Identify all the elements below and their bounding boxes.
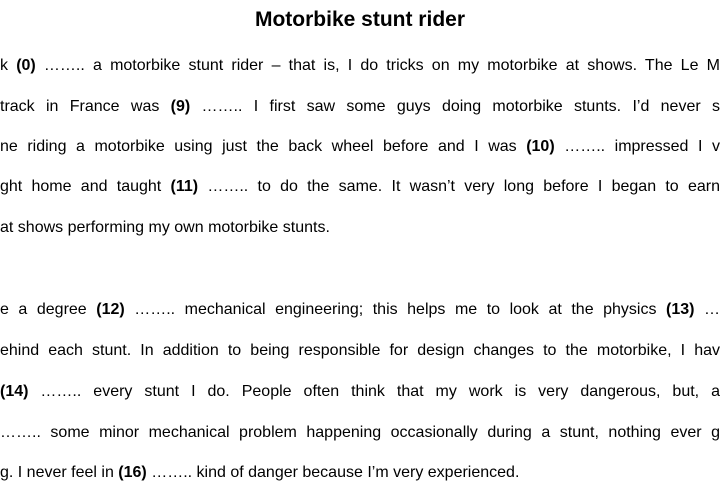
line-text: ne riding a motorbike using just the back wheel before and I was xyxy=(0,138,527,155)
text-line-1 xyxy=(0,56,720,76)
line-text: track in France was xyxy=(0,98,171,115)
document-title: Motorbike stunt rider xyxy=(254,8,465,31)
line-text: …….. mechanical engineering; this helps me to look at the physics (13) … xyxy=(124,301,720,318)
line-text: …….. to do the same. It wasn’t very long before I began to earn xyxy=(198,178,720,195)
line-text: at shows performing my own motorbike stunts. xyxy=(0,219,330,236)
line-text: …….. every stunt I do. People often think that my work is very dangerous, but, a xyxy=(28,383,720,400)
text-line-8 xyxy=(0,382,720,402)
gap-number: (12) xyxy=(96,301,125,318)
line-text: …….. some minor mechanical problem happening occasionally during a stunt, nothing ever g xyxy=(0,424,720,441)
text-line-5 xyxy=(0,218,720,238)
line-text: ehind each stunt. In addition to being responsible for design changes to the motorbike, I hav xyxy=(0,342,720,359)
line-text: e a degree xyxy=(0,301,97,318)
line-text: …….. kind of danger because I’m very experienced. xyxy=(146,464,520,481)
text-line-7 xyxy=(0,341,720,361)
line-text: g. I never feel in xyxy=(0,464,119,481)
text-line-9 xyxy=(0,423,720,443)
line-text: ght home and taught xyxy=(0,178,171,195)
text-line-2 xyxy=(0,97,720,117)
line-text: …….. impressed I v xyxy=(554,138,720,155)
gap-number: (10) xyxy=(526,138,555,155)
gap-number: (14) xyxy=(0,383,29,400)
line-text: …….. a motorbike stunt rider – that is, I do tricks on my motorbike at shows. The Le M xyxy=(35,57,720,74)
text-line-10 xyxy=(0,463,720,483)
text-line-4 xyxy=(0,177,720,197)
gap-number: (11) xyxy=(170,178,199,195)
gap-number: (9) xyxy=(170,98,191,115)
line-text: …….. I first saw some guys doing motorbike stunts. I’d never s xyxy=(190,98,720,115)
gap-number: (16) xyxy=(118,464,147,481)
gap-number: (0) xyxy=(16,57,36,74)
text-line-3 xyxy=(0,137,720,157)
line-text: k xyxy=(0,57,17,74)
text-line-6 xyxy=(0,300,720,320)
